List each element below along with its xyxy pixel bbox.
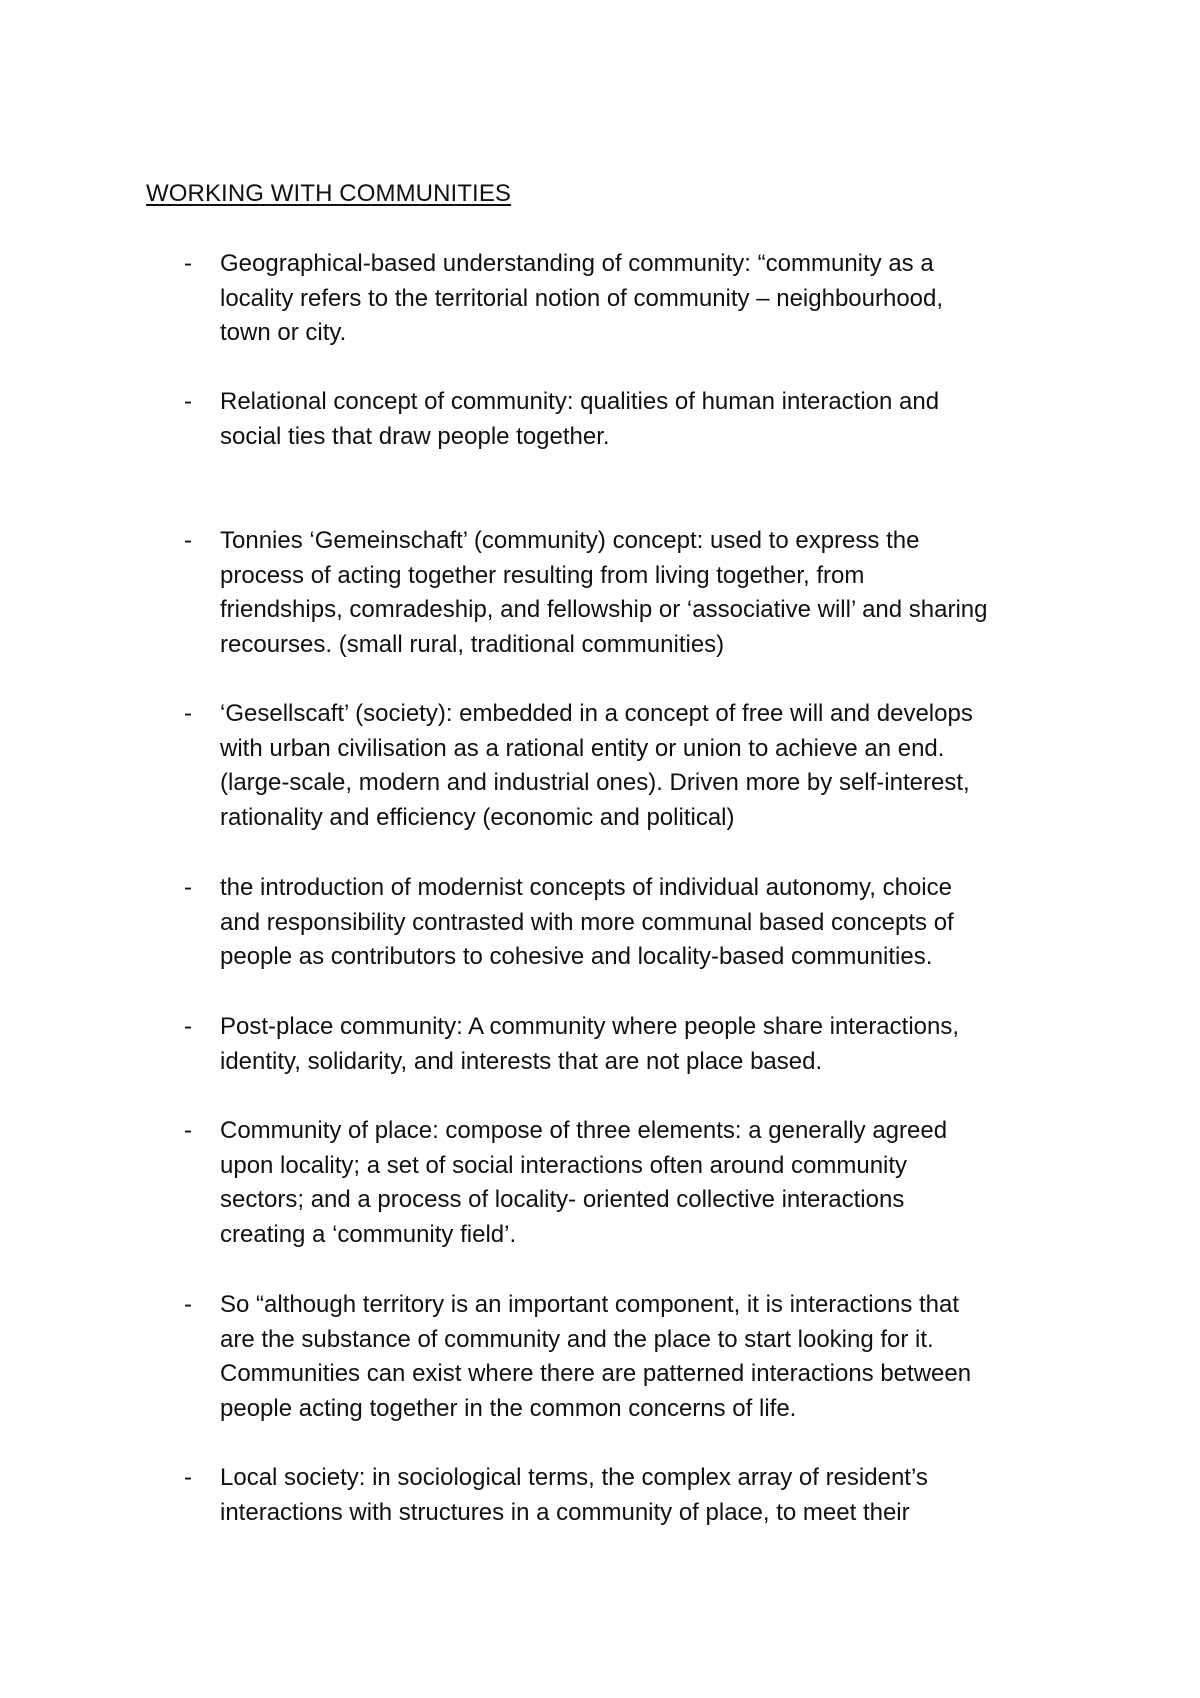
bullet-text bbox=[220, 247, 1060, 351]
bullet-dash: - bbox=[184, 250, 192, 277]
bullet-dash: - bbox=[184, 1117, 192, 1144]
text-line: and responsibility contrasted with more communal based concepts of bbox=[220, 908, 954, 936]
text-line: social ties that draw people together. bbox=[220, 422, 610, 450]
bullet-dash: - bbox=[184, 700, 192, 727]
bullet-text bbox=[220, 385, 1060, 454]
text-line: (large-scale, modern and industrial ones). Driven more by self-interest, bbox=[220, 769, 970, 796]
text-line: people as contributors to cohesive and locality-based communities. bbox=[220, 943, 933, 970]
bullet-text bbox=[220, 524, 1060, 662]
text-line: creating a ‘community field’. bbox=[220, 1220, 517, 1248]
text-line: process of acting together resulting from living together, from bbox=[220, 561, 865, 589]
text-line: Community of place: compose of three elements: a generally agreed bbox=[220, 1117, 948, 1144]
text-line: are the substance of community and the place to start looking for it. bbox=[220, 1325, 934, 1353]
bullet-text bbox=[220, 871, 1060, 975]
bullet-dash: - bbox=[184, 1291, 192, 1318]
text-line: Local society: in sociological terms, the complex array of resident’s bbox=[220, 1464, 928, 1491]
bullet-dash: - bbox=[184, 388, 192, 415]
text-line: identity, solidarity, and interests that are not place based. bbox=[220, 1047, 823, 1075]
text-line: Post-place community: A community where people share interactions, bbox=[220, 1013, 960, 1040]
bullet-dash: - bbox=[184, 1013, 192, 1040]
text-line: upon locality; a set of social interactions often around community bbox=[220, 1151, 908, 1179]
bullet-dash: - bbox=[184, 874, 192, 901]
text-line: ‘Gesellscaft’ (society): embedded in a concept of free will and develops bbox=[220, 700, 973, 727]
bullet-text bbox=[220, 697, 1060, 835]
text-line: Geographical-based understanding of community: “community as a bbox=[220, 250, 934, 277]
bullet-dash: - bbox=[184, 1464, 192, 1491]
bullet-text bbox=[220, 1461, 1060, 1530]
text-line: sectors; and a process of locality- oriented collective interactions bbox=[220, 1186, 905, 1213]
bullet-text bbox=[220, 1288, 1060, 1426]
text-line: friendships, comradeship, and fellowship or ‘associative will’ and sharing bbox=[220, 596, 988, 623]
text-line: the introduction of modernist concepts of individual autonomy, choice bbox=[220, 874, 952, 901]
text-line: Tonnies ‘Gemeinschaft’ (community) concept: used to express the bbox=[220, 527, 920, 554]
page-title: WORKING WITH COMMUNITIES bbox=[146, 180, 512, 207]
text-line: locality refers to the territorial notion of community – neighbourhood, bbox=[220, 284, 944, 312]
text-line: Relational concept of community: qualities of human interaction and bbox=[220, 388, 940, 415]
text-line: rationality and efficiency (economic and political) bbox=[220, 803, 735, 831]
text-line: people acting together in the common concerns of life. bbox=[220, 1394, 797, 1422]
bullet-text bbox=[220, 1010, 1060, 1079]
text-line: interactions with structures in a community of place, to meet their bbox=[220, 1498, 910, 1526]
text-line: with urban civilisation as a rational entity or union to achieve an end. bbox=[220, 734, 945, 762]
text-line: Communities can exist where there are patterned interactions between bbox=[220, 1360, 972, 1387]
text-line: So “although territory is an important component, it is interactions that bbox=[220, 1291, 960, 1318]
text-line: town or city. bbox=[220, 319, 347, 346]
bullet-dash: - bbox=[184, 527, 192, 554]
text-line: recourses. (small rural, traditional communities) bbox=[220, 630, 725, 658]
bullet-text bbox=[220, 1114, 1060, 1252]
